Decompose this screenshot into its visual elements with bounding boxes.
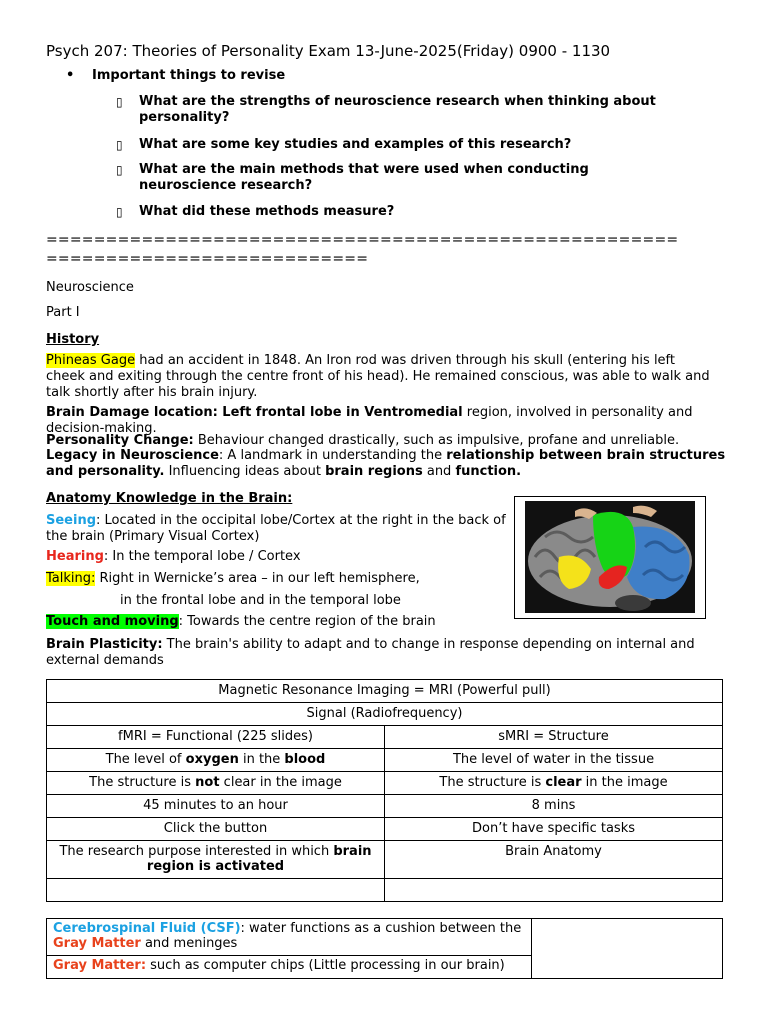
bullet-icon: •	[66, 68, 75, 83]
talking-paragraph: Talking: Right in Wernicke’s area – in our left hemisphere,	[46, 571, 420, 586]
table-cell: Don’t have specific tasks	[385, 818, 723, 841]
separator-line: =====================================================	[46, 232, 679, 248]
missing-glyph-icon: ▯	[116, 95, 123, 109]
table-cell: Click the button	[47, 818, 385, 841]
table-cell: The level of water in the tissue	[385, 749, 723, 772]
history-heading: History	[46, 332, 100, 347]
table-cell: The structure is clear in the image	[385, 772, 723, 795]
page-title: Psych 207: Theories of Personality Exam 13-June-2025(Friday) 0900 - 1130	[46, 42, 611, 60]
table-cell: Gray Matter: such as computer chips (Little processing in our brain)	[47, 956, 532, 979]
section-neuroscience: Neuroscience	[46, 280, 134, 295]
plasticity-paragraph: Brain Plasticity: The brain's ability to adapt and to change in response depending on internal and external demands	[46, 637, 695, 668]
brain-illustration	[514, 496, 706, 619]
revise-question: ▯ What are the main methods that were used when conducting neuroscience research?	[116, 162, 589, 193]
talking-paragraph-continued: in the frontal lobe and in the temporal lobe	[120, 593, 401, 608]
change-paragraph: Personality Change: Behaviour changed drastically, such as impulsive, profane and unreliable.	[46, 433, 680, 448]
table-row	[47, 726, 723, 749]
table-cell: fMRI = Functional (225 slides)	[47, 726, 385, 749]
revise-question: ▯ What did these methods measure?	[116, 204, 395, 219]
seeing-paragraph: Seeing: Located in the occipital lobe/Cortex at the right in the back of the brain (Primary Visual Cortex)	[46, 513, 506, 544]
table-row	[47, 818, 723, 841]
table-cell	[532, 919, 723, 979]
table-cell: 45 minutes to an hour	[47, 795, 385, 818]
mri-table	[46, 679, 723, 902]
table-row	[47, 841, 723, 879]
table-cell: Signal (Radiofrequency)	[47, 703, 723, 726]
touch-paragraph: Touch and moving: Towards the centre region of the brain	[46, 614, 436, 629]
missing-glyph-icon: ▯	[116, 138, 123, 152]
table-cell: The structure is not clear in the image	[47, 772, 385, 795]
table-cell: sMRI = Structure	[385, 726, 723, 749]
gage-name: Phineas Gage	[46, 353, 136, 368]
missing-glyph-icon: ▯	[116, 163, 123, 177]
table-row	[47, 772, 723, 795]
table-cell: The level of oxygen in the blood	[47, 749, 385, 772]
revise-heading: • Important things to revise	[66, 68, 286, 83]
gage-paragraph: Phineas Gage had an accident in 1848. An Iron rod was driven through his skull (entering his left cheek and exiting through the centre front of his head). He remained conscious, was able to walk and talk shortly after his brain injury.	[46, 353, 710, 400]
table-cell: The research purpose interested in which brain region is activated	[47, 841, 385, 879]
revise-question: ▯ What are some key studies and examples of this research?	[116, 137, 572, 152]
table-cell: Magnetic Resonance Imaging = MRI (Powerful pull)	[47, 680, 723, 703]
anatomy-heading: Anatomy Knowledge in the Brain:	[46, 491, 293, 506]
brain-image	[515, 497, 705, 618]
table-cell: Brain Anatomy	[385, 841, 723, 879]
revise-question: ▯ What are the strengths of neuroscience research when thinking about personality?	[116, 94, 656, 125]
section-part: Part I	[46, 305, 80, 320]
csf-table	[46, 918, 723, 979]
table-row	[47, 919, 723, 956]
table-cell	[47, 879, 385, 902]
legacy-paragraph: Legacy in Neuroscience: A landmark in understanding the relationship between brain structures and personality. Influencing ideas about brain regions and function.	[46, 448, 726, 479]
missing-glyph-icon: ▯	[116, 205, 123, 219]
separator-line: ===========================	[46, 251, 369, 267]
table-row	[47, 879, 723, 902]
table-row	[47, 703, 723, 726]
table-row	[47, 749, 723, 772]
hearing-paragraph: Hearing: In the temporal lobe / Cortex	[46, 549, 301, 564]
table-cell: Cerebrospinal Fluid (CSF): water functions as a cushion between the Gray Matter and meninges	[47, 919, 532, 956]
table-cell: 8 mins	[385, 795, 723, 818]
damage-paragraph: Brain Damage location: Left frontal lobe in Ventromedial region, involved in personality and decision-making.	[46, 405, 693, 436]
table-row	[47, 680, 723, 703]
table-cell	[385, 879, 723, 902]
table-row	[47, 795, 723, 818]
